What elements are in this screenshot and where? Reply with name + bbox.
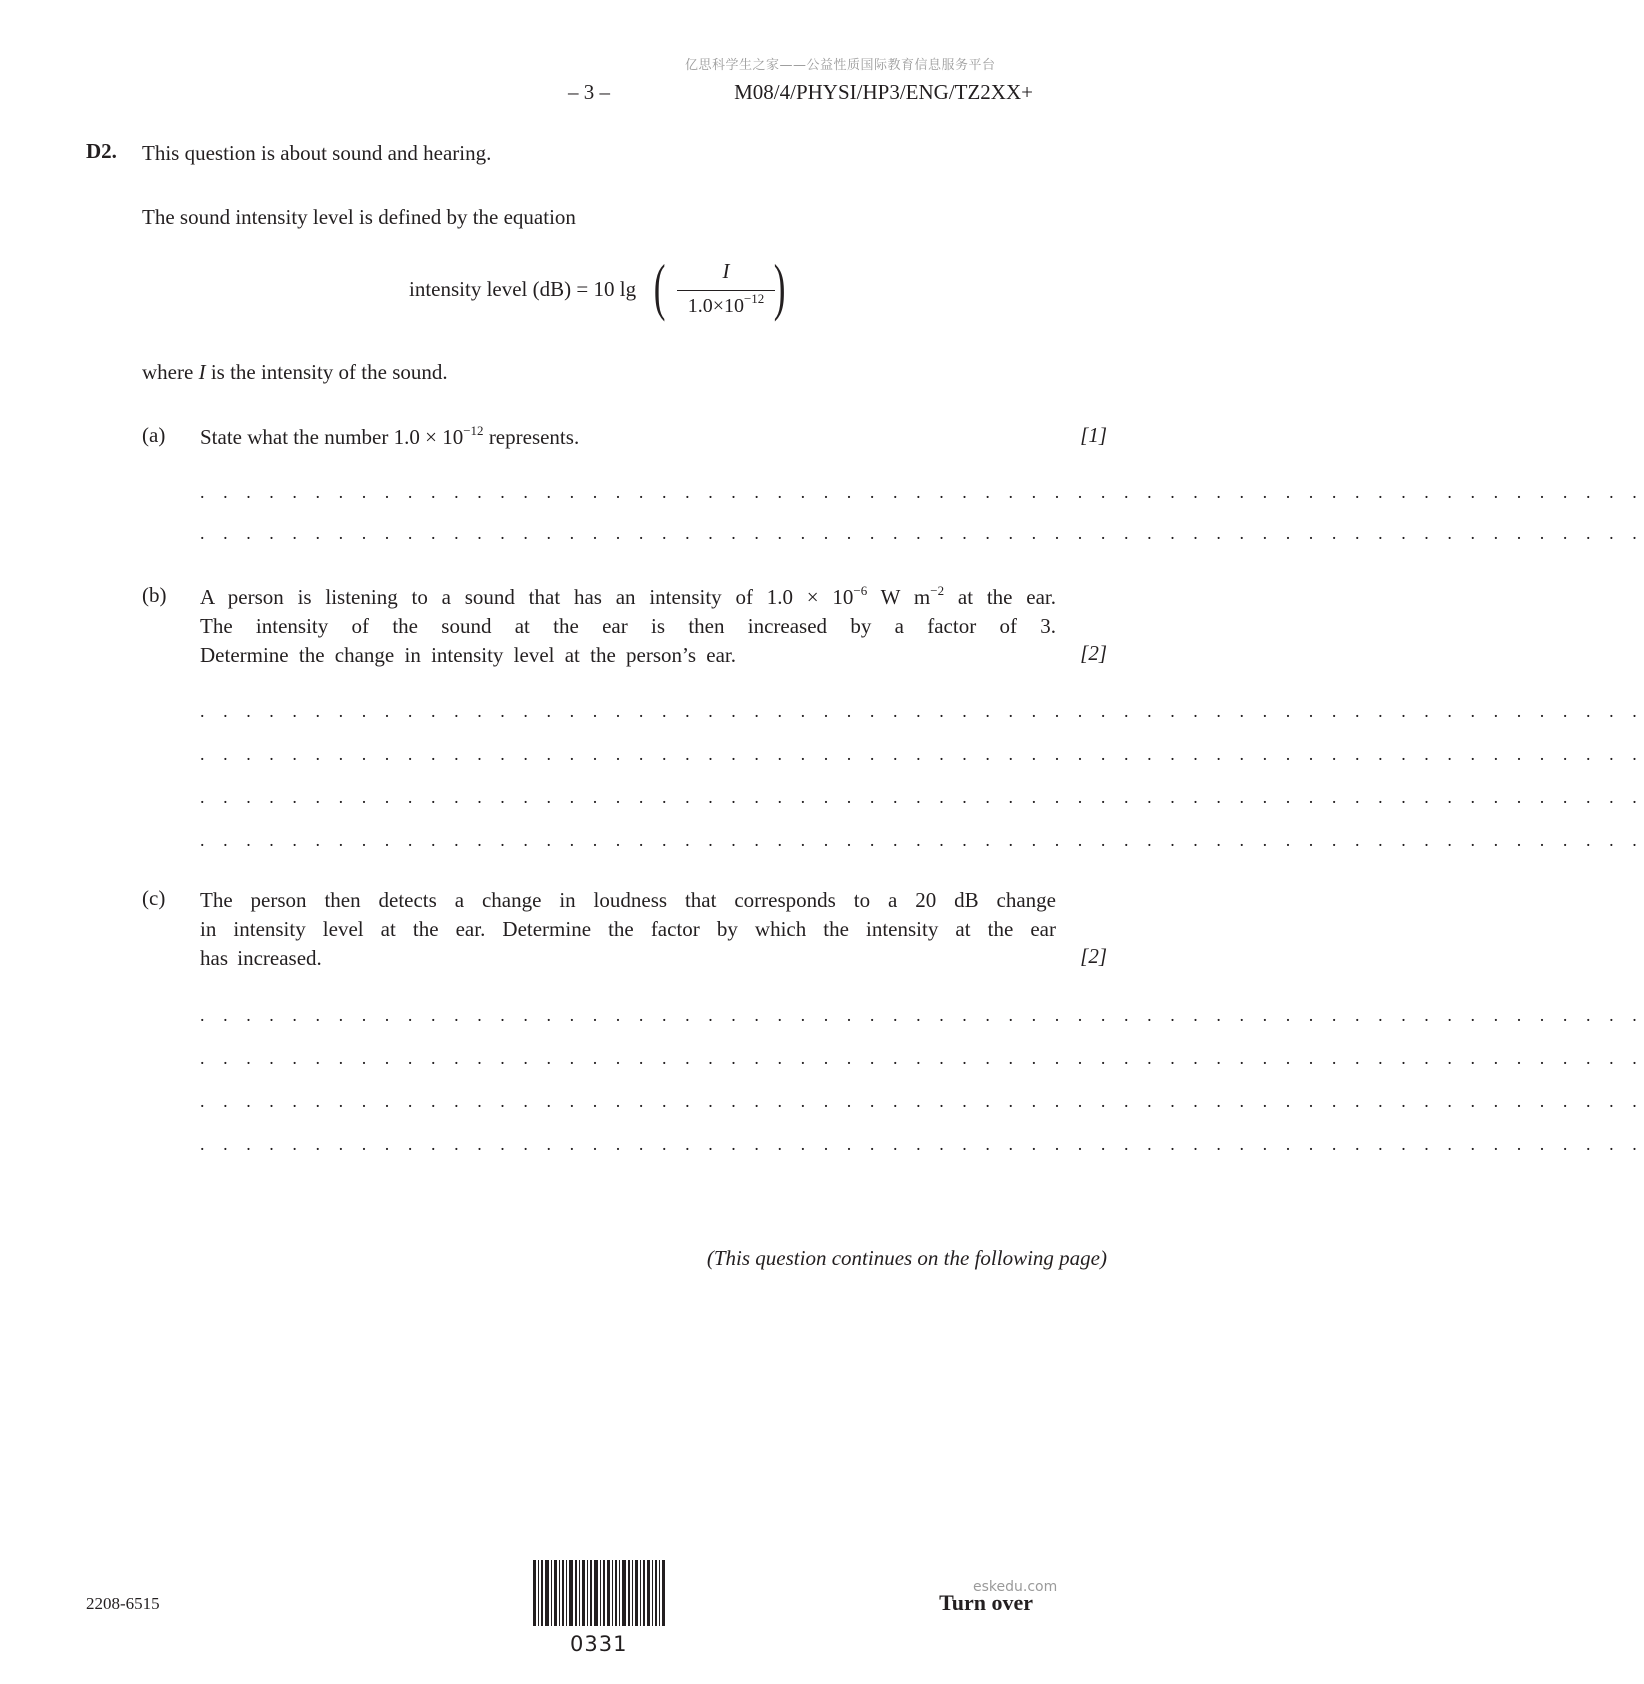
part-b-marks: [2] xyxy=(1080,641,1107,665)
part-b-line-1: A person is listening to a sound that has an intensity of $1.0 \times 10^{-6}$ W $m^{-2}$ at the ear. xyxy=(200,583,1056,609)
answer-line[interactable]: . . . . . . . . . . . . . . . . . . . . . . . . . . . . . . . . . . . . . . . . . . . . . . . . . . . . . . . . . . . . . . . xyxy=(200,1091,1644,1111)
answer-line[interactable]: . . . . . . . . . . . . . . . . . . . . . . . . . . . . . . . . . . . . . . . . . . . . . . . . . . . . . . . . . . . . . . . xyxy=(200,1048,1644,1068)
turn-over-label: Turn over xyxy=(939,1590,1033,1615)
answer-line[interactable]: . . . . . . . . . . . . . . . . . . . . . . . . . . . . . . . . . . . . . . . . . . . . . . . . . . . . . . . . . . . . . . . xyxy=(200,830,1644,850)
part-c-line-1: The person then detects a change in loudness that corresponds to a 20 dB change xyxy=(200,888,1056,912)
part-a-text: State what the number $1.0 \times 10^{-12}$ represents. xyxy=(200,423,580,449)
denominator-base: 1.0×10 xyxy=(687,295,744,317)
answer-line[interactable]: . . . . . . . . . . . . . . . . . . . . . . . . . . . . . . . . . . . . . . . . . . . . . . . . . . . . . . . . . . . . . . . xyxy=(200,1005,1644,1025)
equation-denominator xyxy=(677,291,775,318)
answer-line[interactable]: . . . . . . . . . . . . . . . . . . . . . . . . . . . . . . . . . . . . . . . . . . . . . . . . . . . . . . . . . . . . . . . xyxy=(200,744,1644,764)
where-line: where I is the intensity of the sound. xyxy=(142,360,448,384)
part-c-line-2: in intensity level at the ear. Determine the factor by which the intensity at the ear xyxy=(200,917,1056,941)
definition-line: The sound intensity level is defined by the equation xyxy=(142,205,576,229)
paper-code: M08/4/PHYSI/HP3/ENG/TZ2XX+ xyxy=(734,80,1033,104)
part-c-label: (c) xyxy=(142,886,166,910)
part-a-label: (a) xyxy=(142,423,166,447)
page-number: – 3 – xyxy=(568,80,610,104)
barcode-number: 0331 xyxy=(570,1632,628,1656)
part-b-label: (b) xyxy=(142,583,167,607)
question-number: D2. xyxy=(86,139,117,163)
answer-line[interactable]: . . . . . . . . . . . . . . . . . . . . . . . . . . . . . . . . . . . . . . . . . . . . . . . . . . . . . . . . . . . . . . . xyxy=(200,482,1644,502)
equation-numerator: I xyxy=(722,259,730,283)
continuation-note: (This question continues on the following page) xyxy=(706,1246,1107,1270)
answer-line[interactable]: . . . . . . . . . . . . . . . . . . . . . . . . . . . . . . . . . . . . . . . . . . . . . . . . . . . . . . . . . . . . . . . xyxy=(200,787,1644,807)
part-a-marks: [1] xyxy=(1080,423,1107,447)
footer-watermark: eskedu.com xyxy=(973,1579,1058,1595)
equation-lhs: intensity level (dB) = 10 lg xyxy=(409,277,637,301)
answer-line[interactable]: . . . . . . . . . . . . . . . . . . . . . . . . . . . . . . . . . . . . . . . . . . . . . . . . . . . . . . . . . . . . . . . xyxy=(200,1134,1644,1154)
header-watermark: 亿思科学生之家——公益性质国际教育信息服务平台 xyxy=(685,58,996,73)
question-intro: This question is about sound and hearing. xyxy=(142,141,492,165)
part-b-line-3: Determine the change in intensity level at the person’s ear. xyxy=(200,643,736,667)
part-b-line-2: The intensity of the sound at the ear is then increased by a factor of 3. xyxy=(200,614,1056,638)
barcode-icon xyxy=(533,1560,665,1626)
left-paren: ( xyxy=(653,251,666,322)
denominator-exponent: −12 xyxy=(743,291,765,306)
answer-line[interactable]: . . . . . . . . . . . . . . . . . . . . . . . . . . . . . . . . . . . . . . . . . . . . . . . . . . . . . . . . . . . . . . . xyxy=(200,701,1644,721)
part-c-line-3: has increased. xyxy=(200,946,322,970)
part-c-marks: [2] xyxy=(1080,944,1107,968)
right-paren: ) xyxy=(773,251,786,322)
footer-code: 2208-6515 xyxy=(86,1594,160,1613)
answer-line[interactable]: . . . . . . . . . . . . . . . . . . . . . . . . . . . . . . . . . . . . . . . . . . . . . . . . . . . . . . . . . . . . . . . xyxy=(200,523,1644,543)
